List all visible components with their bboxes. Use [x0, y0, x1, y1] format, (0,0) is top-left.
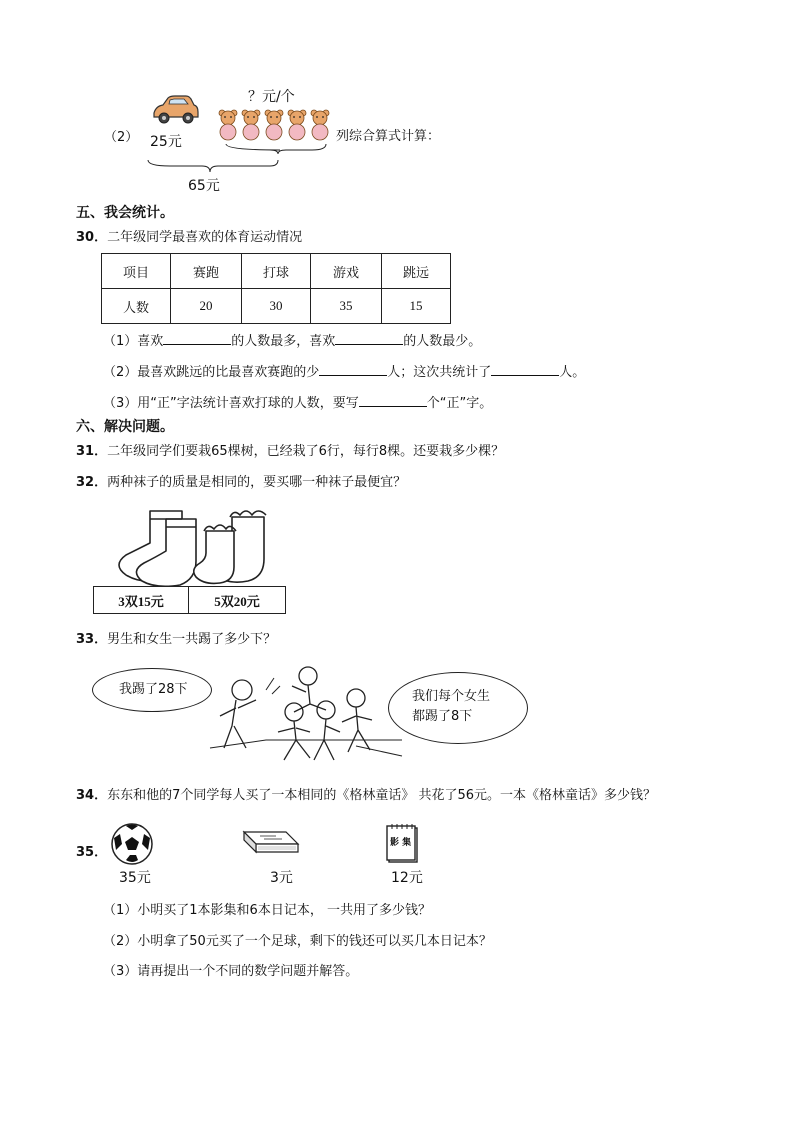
soccer-ball-icon [108, 822, 156, 866]
q30-p2-text: 人。 [559, 365, 586, 380]
q32-text: 两种袜子的质量是相同的，要买哪一种袜子最便宜？ [107, 475, 407, 490]
answer-blank[interactable] [491, 363, 559, 376]
q35-number: 35． [76, 845, 108, 860]
q34-text: 东东和他的7个同学每人买了一本相同的《格林童话》 共花了56元。一本《格林童话》多少钱？ [107, 788, 657, 803]
q35-part2: （2）小明拿了50元买了一个足球，剩下的钱还可以买几本日记本？ [103, 934, 492, 949]
sock-price-table [93, 586, 286, 614]
sports-table [101, 253, 451, 324]
price-album: 12元 [391, 870, 423, 886]
q30-line [76, 231, 302, 244]
answer-blank[interactable] [335, 332, 403, 345]
album-label: 影 集 [390, 838, 412, 848]
q35-part1: （1）小明买了1本影集和6本日记本， 一共用了多少钱？ [103, 903, 431, 918]
section6-title: 六、解决问题。 [76, 419, 174, 435]
q31-text: 二年级同学们要栽65棵树，已经栽了6行，每行8棵。还要栽多少棵？ [107, 444, 505, 459]
speech-bubble-right [388, 672, 528, 744]
q30-p3-text: （3）用“正”字法统计喜欢打球的人数，要写 [103, 396, 359, 411]
table-cell: 打球 [242, 254, 311, 289]
q30-p2-text: （2）最喜欢跳远的比最喜欢赛跑的少 [103, 365, 320, 380]
table-row [102, 254, 451, 289]
q31-number: 31． [76, 444, 108, 459]
sock-price-a: 3双15元 [94, 587, 189, 614]
q30-part1 [103, 332, 481, 348]
q30-p3-text: 个“正”字。 [426, 396, 493, 411]
price-ball: 35元 [119, 870, 151, 886]
q35-part3: （3）请再提出一个不同的数学问题并解答。 [103, 964, 359, 979]
q30-p1-text: 的人数最少。 [403, 334, 482, 349]
section5-title: 五、我会统计。 [76, 205, 174, 221]
socks-icon [104, 505, 284, 587]
q33-text: 男生和女生一共踢了多少下？ [107, 632, 277, 647]
table-cell: 20 [171, 289, 242, 324]
q30-number: 30． [76, 230, 108, 245]
table-cell: 游戏 [311, 254, 382, 289]
table-cell: 人数 [102, 289, 171, 324]
q32-line [76, 476, 406, 489]
table-cell: 赛跑 [171, 254, 242, 289]
table-cell: 35 [311, 289, 382, 324]
bubble-right-line1: 我们每个女生 [412, 689, 491, 704]
table-cell: 30 [242, 289, 311, 324]
total-brace [140, 140, 340, 178]
table-cell: 15 [382, 289, 451, 324]
bubble-left-text: 我踢了28下 [119, 682, 188, 697]
bubble-right-line2: 都踢了8下 [412, 709, 473, 724]
q31-line [76, 445, 504, 458]
sock-price-b: 5双20元 [189, 587, 286, 614]
answer-blank[interactable] [319, 363, 387, 376]
table-cell: 跳远 [382, 254, 451, 289]
q33-number: 33． [76, 632, 108, 647]
price-notebook: 3元 [270, 870, 293, 886]
table-row [102, 289, 451, 324]
total-price: 65元 [188, 178, 220, 194]
q30-p1-text: （1）喜欢 [103, 334, 164, 349]
q30-text: 二年级同学最喜欢的体育运动情况 [107, 230, 303, 245]
q32-number: 32． [76, 475, 108, 490]
table-cell: 项目 [102, 254, 171, 289]
answer-blank[interactable] [163, 332, 231, 345]
q29-label: （2） [104, 130, 139, 145]
q30-part3 [103, 394, 492, 410]
table-row [94, 587, 286, 614]
car-price: 25元 [150, 134, 182, 150]
notebook-icon [236, 828, 306, 858]
q30-p1-text: 的人数最多，喜欢 [231, 334, 336, 349]
q29-instruction: 列综合算式计算： [336, 129, 441, 144]
q30-part2 [103, 363, 585, 379]
answer-blank[interactable] [359, 394, 427, 407]
toy-car-icon [150, 93, 200, 127]
bear-unit-price: ？元/个 [248, 89, 295, 105]
kids-kicking-icon [206, 660, 406, 772]
q34-number: 34． [76, 788, 108, 803]
q33-line [76, 633, 276, 646]
q30-p2-text: 人；这次共统计了 [387, 365, 492, 380]
q34-line [76, 789, 656, 802]
